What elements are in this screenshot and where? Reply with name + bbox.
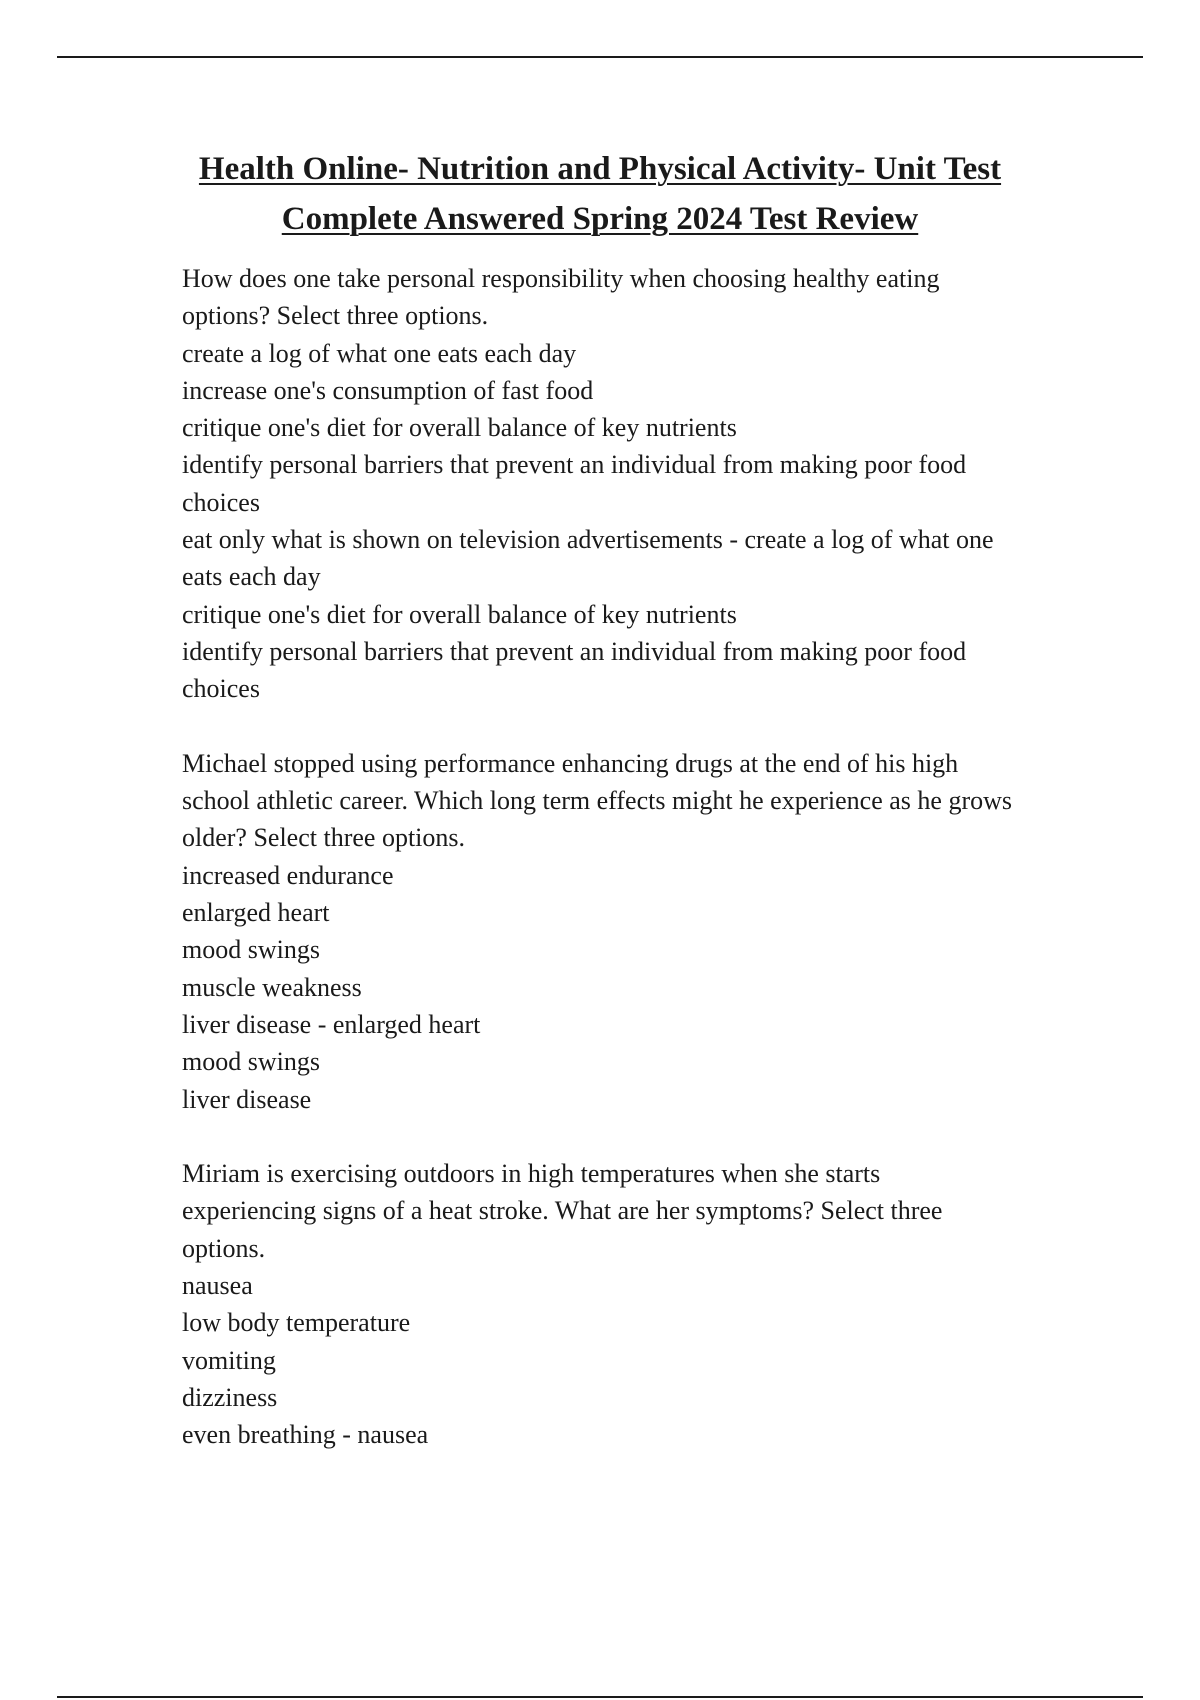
answer-option: liver disease - enlarged heart <box>182 1009 481 1039</box>
answer-option: increase one's consumption of fast food <box>182 375 594 405</box>
document-title <box>100 144 1100 244</box>
question-text: experiencing signs of a heat stroke. What are her symptoms? Select three <box>182 1196 943 1226</box>
title-line: Complete Answered Spring 2024 Test Review <box>281 201 919 237</box>
document-body <box>182 260 1097 1491</box>
answer-option: enlarged heart <box>182 898 330 928</box>
answer-option: low body temperature <box>182 1308 411 1338</box>
question-text: Miriam is exercising outdoors in high temperatures when she starts <box>182 1159 881 1189</box>
question-text: school athletic career. Which long term effects might he experience as he grows <box>182 786 1012 816</box>
question-text: older? Select three options. <box>182 823 466 853</box>
title-line: Health Online- Nutrition and Physical Activity- Unit Test <box>198 151 1002 187</box>
answer-text: critique one's diet for overall balance of key nutrients <box>182 599 737 629</box>
answer-option: identify personal barriers that prevent an individual from making poor food <box>182 450 967 480</box>
answer-option: critique one's diet for overall balance of key nutrients <box>182 413 737 443</box>
question-text: How does one take personal responsibility when choosing healthy eating <box>182 264 940 293</box>
question-block <box>182 1155 1097 1453</box>
answer-option: choices <box>182 487 260 517</box>
answer-option: even breathing - nausea <box>182 1420 429 1450</box>
question-block <box>182 260 1097 708</box>
bottom-rule <box>57 1696 1143 1698</box>
question-text: options. <box>182 1233 266 1263</box>
answer-option: vomiting <box>182 1345 276 1375</box>
question-text: options? Select three options. <box>182 301 489 331</box>
answer-option: nausea <box>182 1271 253 1301</box>
answer-text: mood swings <box>182 1047 320 1077</box>
answer-text: identify personal barriers that prevent an individual from making poor food <box>182 636 967 666</box>
answer-option: create a log of what one eats each day <box>182 338 577 368</box>
answer-option: mood swings <box>182 935 320 965</box>
answer-option: eat only what is shown on television advertisements - create a log of what one <box>182 525 994 555</box>
top-rule <box>57 56 1143 58</box>
answer-option: muscle weakness <box>182 972 362 1002</box>
question-block <box>182 745 1097 1118</box>
answer-option: dizziness <box>182 1382 278 1412</box>
answer-option: increased endurance <box>182 860 394 890</box>
answer-text: liver disease <box>182 1084 312 1114</box>
question-text: Michael stopped using performance enhancing drugs at the end of his high <box>182 748 959 778</box>
answer-text: eats each day <box>182 562 321 592</box>
answer-text: choices <box>182 674 260 704</box>
